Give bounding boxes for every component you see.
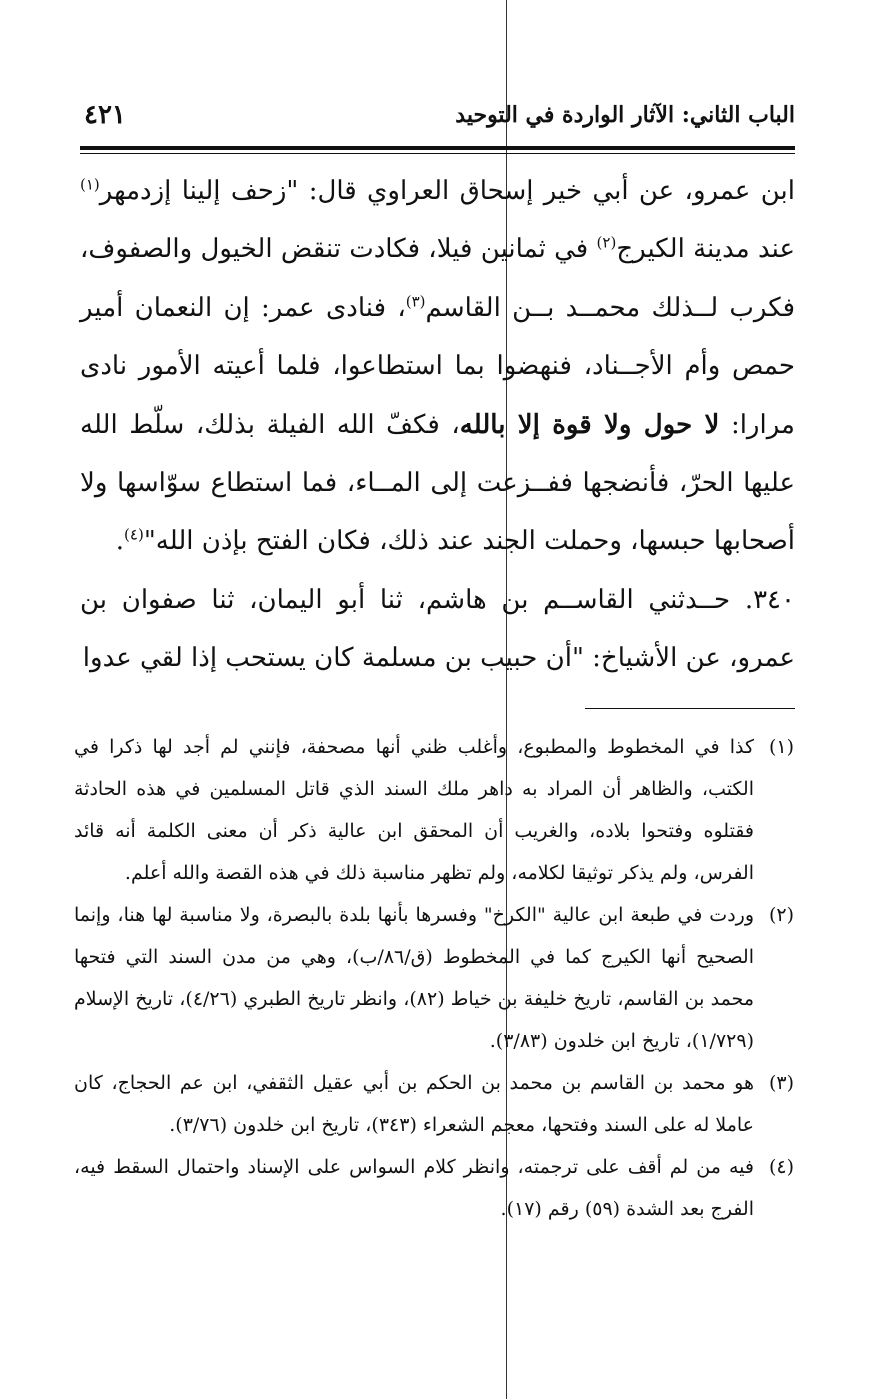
- footnote-2: [74, 894, 794, 1062]
- text-segment: ، فكفّ الله الفيلة بذلك، سلّط الله عليها الحرّ، فأنضجها ففــزعت إلى المــاء، فما استطاع سوّاسها ولا أصحابها حبسها، وحملت الجند عند ذلك، فكان الفتح بإذن الله": [80, 409, 795, 557]
- text-segment: في ثمانين فيلا، فكادت تنقض الخيول والصفوف، فكرب لــذلك محمــد بــن القاسم: [80, 234, 796, 323]
- main-text: [80, 162, 795, 688]
- footnote-number: (٣): [768, 1072, 794, 1094]
- footnote-separator: [585, 708, 795, 709]
- footnote-text: كذا في المخطوط والمطبوع، وأغلب ظني أنها مصحفة، فإنني لم أجد لها ذكرا في الكتب، والظاهر أن المراد به داهر ملك السند الذي قاتل المسلمين في هذه الحادثة فقتلوه وفتحوا بلاده، والغريب أن المحقق ابن عالية ذكر أن معنى الكلمة أنه قائد الفرس، ولم يذكر توثيقا لكلامه، ولم تظهر مناسبة ذلك في هذه القصة والله أعلم.: [74, 736, 754, 884]
- bold-phrase: لا حول ولا قوة إلا بالله: [459, 409, 720, 440]
- page-header: [80, 100, 795, 140]
- footnote-3: [74, 1062, 794, 1146]
- footnote-text: هو محمد بن القاسم بن محمد بن الحكم بن أبي عقيل الثقفي، ابن عم الحجاج، كان عاملا له على السند وفتحها، معجم الشعراء (٣٤٣)، تاريخ ابن خلدون (٣/٧٦).: [74, 1072, 754, 1136]
- running-title: الباب الثاني: الآثار الواردة في التوحيد: [455, 102, 795, 128]
- paragraph-narration: [80, 162, 795, 571]
- footnote-number: (٢): [768, 904, 794, 926]
- page-number: ٤٢١: [84, 100, 126, 130]
- footnote-text: وردت في طبعة ابن عالية "الكرخ" وفسرها بأنها بلدة بالبصرة، ولا مناسبة لها هنا، وإنما الصحيح أنها الكيرج كما في المخطوط (ق/٨٦/ب)، وهي من مدن السند التي فتحها محمد بن القاسم، تاريخ خليفة بن خياط (٨٢)، وانظر تاريخ الطبري (٤/٢٦)، تاريخ الإسلام (١/٧٢٩)، تاريخ ابن خلدون (٣/٨٣).: [74, 904, 755, 1052]
- text-segment: ، فنادى عمر: إن النعمان أمير حمص وأم الأجــناد، فنهضوا بما استطاعوا، فلما أعيته الأمور نادى مرارا:: [80, 292, 795, 440]
- footnotes: [74, 726, 794, 1230]
- footnote-1: [74, 726, 794, 894]
- footnote-ref-1: (١): [80, 175, 100, 194]
- footnote-number: (١): [768, 736, 794, 758]
- text-segment: ابن عمرو، عن أبي خير إسحاق العراوي قال: "زحف إلينا إزدمهر: [99, 176, 795, 206]
- header-rule-thin: [80, 153, 795, 154]
- header-rule-thick: [80, 146, 795, 150]
- footnote-text: فيه من لم أقف على ترجمته، وانظر كلام السواس على الإسناد واحتمال السقط فيه، الفرج بعد الشدة (٥٩) رقم (١٧).: [74, 1156, 754, 1220]
- paragraph-hadith-340: ٣٤٠. حــدثني القاســم بن هاشم، ثنا أبو اليمان، ثنا صفوان بن عمرو، عن الأشياخ: "أن حبيب بن مسلمة كان يستحب إذا لقي عدوا: [80, 584, 795, 674]
- text-segment: .: [115, 526, 125, 557]
- footnote-ref-3: (٣): [405, 292, 426, 311]
- footnote-ref-4: (٤): [124, 525, 144, 544]
- text-segment: عند مدينة الكيرج: [616, 234, 795, 265]
- footnote-4: [74, 1146, 794, 1230]
- footnote-number: (٤): [768, 1156, 794, 1178]
- footnote-ref-2: (٢): [596, 233, 617, 252]
